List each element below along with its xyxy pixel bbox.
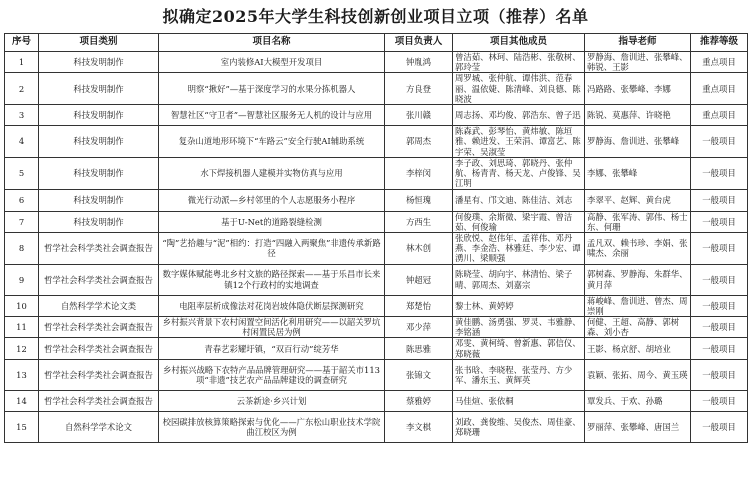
- cell-no: 9: [5, 264, 39, 295]
- cell-category: 哲学社会科学类社会调查报告: [39, 338, 159, 359]
- cell-leader: 杨恒瑰: [385, 189, 453, 211]
- cell-level: 一般项目: [691, 338, 748, 359]
- table-row: [5, 390, 748, 411]
- cell-level: 一般项目: [691, 211, 748, 232]
- cell-name: 乡村振兴战略下农特产品品牌管理研究——基于韶关市113项“非遗”技艺农产品品牌建设的调查研究: [159, 359, 385, 390]
- col-header-category: 项目类别: [39, 34, 159, 52]
- table-row: [5, 189, 748, 211]
- cell-members: 邓雯、黄柯绮、曾新惠、郭信仪、郑晓薇: [453, 338, 585, 359]
- cell-members: 何俊璞、余斯微、梁宇霞、曾洁茹、何俊瑜: [453, 211, 585, 232]
- cell-category: 科技发明制作: [39, 52, 159, 73]
- cell-members: 张书晗、李晓程、张莹丹、方少军、潘东玉、黄辉英: [453, 359, 585, 390]
- cell-name: 乡村振兴背景下农村闲置空间活化利用研究——以韶关罗坑村闲置民居为例: [159, 317, 385, 338]
- cell-no: 13: [5, 359, 39, 390]
- cell-leader: 张锦文: [385, 359, 453, 390]
- cell-level: 重点项目: [691, 52, 748, 73]
- cell-level: 一般项目: [691, 390, 748, 411]
- cell-level: 一般项目: [691, 189, 748, 211]
- cell-no: 6: [5, 189, 39, 211]
- cell-members: 曾洁茹、林珂、陆浩彬、张敬树、郭玲莹: [453, 52, 585, 73]
- cell-members: 周志扬、邓均俊、郭浩东、曾子迅: [453, 105, 585, 126]
- project-table: [4, 33, 748, 443]
- cell-level: 一般项目: [691, 317, 748, 338]
- cell-no: 12: [5, 338, 39, 359]
- cell-leader: 李梓闵: [385, 158, 453, 190]
- col-header-level: 推荐等级: [691, 34, 748, 52]
- cell-no: 11: [5, 317, 39, 338]
- cell-no: 5: [5, 158, 39, 190]
- table-row: [5, 52, 748, 73]
- cell-advisors: 李翠平、赵辉、黄台虎: [585, 189, 691, 211]
- cell-advisors: 罗静海、詹训进、张攀峰、韩锐、王影: [585, 52, 691, 73]
- cell-leader: 蔡雅婷: [385, 390, 453, 411]
- cell-category: 科技发明制作: [39, 105, 159, 126]
- cell-no: 3: [5, 105, 39, 126]
- cell-no: 1: [5, 52, 39, 73]
- cell-level: 一般项目: [691, 233, 748, 265]
- table-row: [5, 359, 748, 390]
- cell-advisors: 陈锐、莫惠萍、许晓艳: [585, 105, 691, 126]
- cell-members: 陈晓莹、胡向宇、林清怡、梁子晴、郭周杰、刘嘉宗: [453, 264, 585, 295]
- cell-level: 一般项目: [691, 264, 748, 295]
- cell-no: 15: [5, 411, 39, 442]
- cell-category: 科技发明制作: [39, 126, 159, 158]
- cell-category: 哲学社会科学类社会调查报告: [39, 264, 159, 295]
- cell-category: 哲学社会科学类社会调查报告: [39, 359, 159, 390]
- cell-level: 一般项目: [691, 359, 748, 390]
- cell-name: 云茶新途·乡兴计划: [159, 390, 385, 411]
- cell-level: 重点项目: [691, 73, 748, 105]
- col-header-leader: 项目负责人: [385, 34, 453, 52]
- col-header-members: 项目其他成员: [453, 34, 585, 52]
- cell-category: 自然科学学术论文: [39, 411, 159, 442]
- table-row: [5, 317, 748, 338]
- table-row: [5, 338, 748, 359]
- cell-advisors: 郭树森、罗静海、朱群华、黄月萍: [585, 264, 691, 295]
- cell-members: 陈森武、彭琴怡、黄炜敏、陈垣雅、赖进发、王荣涓、谭富艺、陈宇荣、吴淑莹: [453, 126, 585, 158]
- col-header-name: 项目名称: [159, 34, 385, 52]
- cell-members: 刘政、龚俊维、吴俊杰、周佳豪、郑晓珊: [453, 411, 585, 442]
- cell-advisors: 李娜、张攀峰: [585, 158, 691, 190]
- cell-category: 哲学社会科学类社会调查报告: [39, 390, 159, 411]
- table-row: [5, 295, 748, 316]
- cell-level: 一般项目: [691, 295, 748, 316]
- cell-name: 智慧社区“守卫者”—智慧社区服务无人机的设计与应用: [159, 105, 385, 126]
- table-row: [5, 211, 748, 232]
- cell-category: 科技发明制作: [39, 158, 159, 190]
- cell-no: 2: [5, 73, 39, 105]
- cell-name: 校园碳排放核算策略探索与优化——广东松山职业技术学院曲江校区为例: [159, 411, 385, 442]
- col-header-advisors: 指导老师: [585, 34, 691, 52]
- cell-leader: 钟超冠: [385, 264, 453, 295]
- table-row: [5, 126, 748, 158]
- cell-no: 7: [5, 211, 39, 232]
- cell-advisors: 王影、杨京舒、胡培业: [585, 338, 691, 359]
- cell-advisors: 蒋峻峰、詹训进、曾杰、周崇刚: [585, 295, 691, 316]
- cell-leader: 李文棋: [385, 411, 453, 442]
- cell-level: 一般项目: [691, 411, 748, 442]
- cell-name: “陶”艺拾趣与“泥”相约：打造“四融入两聚焦”非遗传承新路径: [159, 233, 385, 265]
- table-row: [5, 233, 748, 265]
- cell-level: 重点项目: [691, 105, 748, 126]
- cell-name: 水下焊接机器人建模并实物仿真与应用: [159, 158, 385, 190]
- cell-category: 哲学社会科学类社会调查报告: [39, 317, 159, 338]
- cell-leader: 陈思雅: [385, 338, 453, 359]
- cell-leader: 钟胤鸿: [385, 52, 453, 73]
- cell-advisors: 罗丽萍、张攀峰、唐国兰: [585, 411, 691, 442]
- cell-category: 科技发明制作: [39, 211, 159, 232]
- cell-advisors: 袁颖、张拓、周今、黄玉瑛: [585, 359, 691, 390]
- cell-name: 微光行动派—乡村邻里的个人志愿服务小程序: [159, 189, 385, 211]
- cell-category: 哲学社会科学类社会调查报告: [39, 233, 159, 265]
- cell-members: 周罗城、张仲航、谭伟洪、范春丽、温依婕、陈清峰、刘良德、陈晓波: [453, 73, 585, 105]
- cell-name: 明察“揪好”—基于深度学习的水果分拣机器人: [159, 73, 385, 105]
- table-row: [5, 264, 748, 295]
- cell-category: 科技发明制作: [39, 73, 159, 105]
- cell-name: 青春艺彩耀圩镇，“双百行动”绽芳华: [159, 338, 385, 359]
- table-row: [5, 105, 748, 126]
- cell-name: 数字媒体赋能粤北乡村文旅的路径探索——基于乐昌市长来镇12个行政村的实地调查: [159, 264, 385, 295]
- cell-no: 14: [5, 390, 39, 411]
- table-body: [5, 52, 748, 443]
- cell-name: 复杂山道地形环境下“车路云”安全行驶AI辅助系统: [159, 126, 385, 158]
- cell-name: 室内装修AI大模型开发项目: [159, 52, 385, 73]
- cell-members: 张欣悦、赵伟年、孟祥伟、邓丹燕、李金浩、林雅廷、李少宏、谭湧川、梁顺强: [453, 233, 585, 265]
- cell-category: 自然科学学术论文类: [39, 295, 159, 316]
- cell-advisors: 孟凡双、赖书珍、李娟、张啸杰、余丽: [585, 233, 691, 265]
- table-row: [5, 73, 748, 105]
- cell-name: 电阻率层析成像法对花岗岩坡体隐伏断层探测研究: [159, 295, 385, 316]
- cell-advisors: 何健、王超、高静、郭树森、刘小杏: [585, 317, 691, 338]
- cell-advisors: 冯路路、张攀峰、李娜: [585, 73, 691, 105]
- col-header-no: 序号: [5, 34, 39, 52]
- cell-leader: 邓少萍: [385, 317, 453, 338]
- cell-category: 科技发明制作: [39, 189, 159, 211]
- cell-leader: 方西生: [385, 211, 453, 232]
- cell-advisors: 高静、张军涛、郭伟、杨士东、何珊: [585, 211, 691, 232]
- cell-members: 黄佳鹏、汤勇强、罗灵、韦雅静、李铭涵: [453, 317, 585, 338]
- cell-name: 基于U-Net的道路裂缝检测: [159, 211, 385, 232]
- cell-leader: 方良登: [385, 73, 453, 105]
- table-header-row: [5, 34, 748, 52]
- cell-no: 10: [5, 295, 39, 316]
- cell-level: 一般项目: [691, 126, 748, 158]
- cell-leader: 郭周杰: [385, 126, 453, 158]
- cell-members: 黎士林、黄婷婷: [453, 295, 585, 316]
- cell-members: 潘星有、邝文迪、陈佳洁、刘志: [453, 189, 585, 211]
- table-row: [5, 411, 748, 442]
- table-row: [5, 158, 748, 190]
- document-title: 拟确定2025年大学生科技创新创业项目立项（推荐）名单: [162, 7, 589, 26]
- cell-members: 李子政、刘思琦、郭晓丹、张仲航、杨青青、杨天龙、卢俊锋、吴江明: [453, 158, 585, 190]
- cell-level: 一般项目: [691, 158, 748, 190]
- cell-leader: 张川赣: [385, 105, 453, 126]
- cell-leader: 郑楚怡: [385, 295, 453, 316]
- cell-no: 4: [5, 126, 39, 158]
- cell-members: 马佳煊、张依桐: [453, 390, 585, 411]
- cell-leader: 林木创: [385, 233, 453, 265]
- cell-advisors: 覃发兵、于欢、孙璐: [585, 390, 691, 411]
- cell-no: 8: [5, 233, 39, 265]
- cell-advisors: 罗静海、詹训进、张攀峰: [585, 126, 691, 158]
